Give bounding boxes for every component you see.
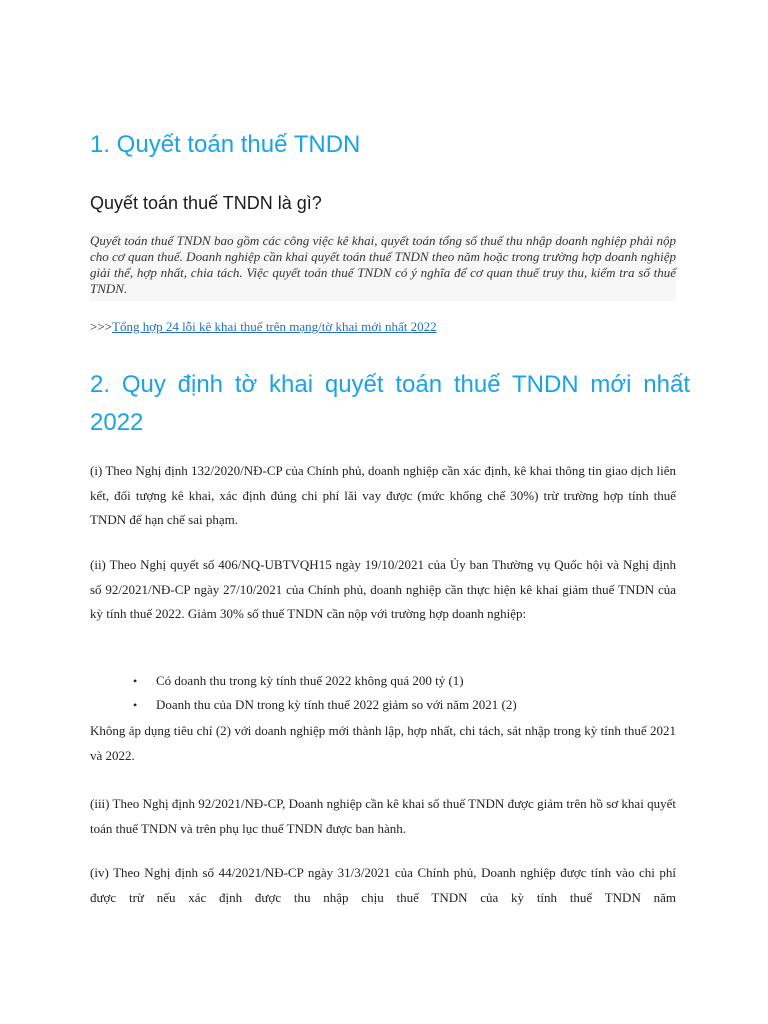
- section-1-subheading: Quyết toán thuế TNDN là gì?: [90, 193, 322, 213]
- paragraph-iii: (iii) Theo Nghị định 92/2021/NĐ-CP, Doanh nghiệp cần kê khai số thuế TNDN được giảm trên hồ sơ khai quyết toán thuế TNDN và trên phụ lục thuế TNDN được ban hành.: [90, 796, 676, 836]
- paragraph-i: (i) Theo Nghị định 132/2020/NĐ-CP của Chính phủ, doanh nghiệp cần xác định, kê khai thông tin giao dịch liên kết, đối tượng kê khai, xác định đúng chi phí lãi vay được (mức khống chế 30%) trừ trường hợp tính thuế TNDN để hạn chế sai phạm.: [90, 463, 676, 527]
- link-prefix: >>>: [90, 319, 112, 334]
- list-item: [90, 693, 676, 717]
- criteria-note: Không áp dụng tiêu chí (2) với doanh nghiệp mới thành lập, hợp nhất, chi tách, sát nhập trong kỳ tính thuế 2021 và 2022.: [90, 723, 676, 763]
- bullet-symbol: •: [133, 698, 138, 712]
- related-article-link[interactable]: Tổng hợp 24 lỗi kê khai thuế trên mạng/tờ khai mới nhất 2022: [112, 319, 437, 334]
- section-2-heading: 2. Quy định tờ khai quyết toán thuế TNDN mới nhất 2022: [90, 371, 690, 436]
- related-link-line: [90, 318, 676, 336]
- list-item-text: Doanh thu của DN trong kỳ tính thuế 2022 giảm so với năm 2021 (2): [156, 697, 517, 712]
- bullet-symbol: •: [133, 674, 138, 688]
- paragraph-ii: (ii) Theo Nghị quyết số 406/NQ-UBTVQH15 ngày 19/10/2021 của Ủy ban Thường vụ Quốc hội và Nghị định số 92/2021/NĐ-CP ngày 27/10/2021 của Chính phủ, doanh nghiệp cần thực hiện kê khai giảm thuế TNDN của kỳ tính thuế 2022. Giảm 30% số thuế TNDN cần nộp với trường hợp doanh nghiệp:: [90, 557, 676, 621]
- criteria-list: [90, 669, 676, 717]
- paragraph-iv: (iv) Theo Nghị định số 44/2021/NĐ-CP ngày 31/3/2021 của Chính phủ, Doanh nghiệp được tính vào chi phí được trừ nếu xác định được thu nhập chịu thuế TNDN của kỳ tính thuế TNDN năm: [90, 865, 676, 905]
- list-item-text: Có doanh thu trong kỳ tính thuế 2022 không quá 200 tỷ (1): [156, 673, 464, 688]
- list-item: [90, 669, 676, 693]
- section-1-heading: 1. Quyết toán thuế TNDN: [90, 131, 361, 158]
- definition-quote: Quyết toán thuế TNDN bao gồm các công việc kê khai, quyết toán tổng số thuế thu nhập doanh nghiệp phải nộp cho cơ quan thuế. Doanh nghiệp cần khai quyết toán thuế TNDN theo năm hoặc trong trường hợp doanh nghiệp giải thể, hợp nhất, chia tách. Việc quyết toán thuế TNDN có ý nghĩa để cơ quan thuế truy thu, kiểm tra số thuế TNDN.: [90, 233, 676, 301]
